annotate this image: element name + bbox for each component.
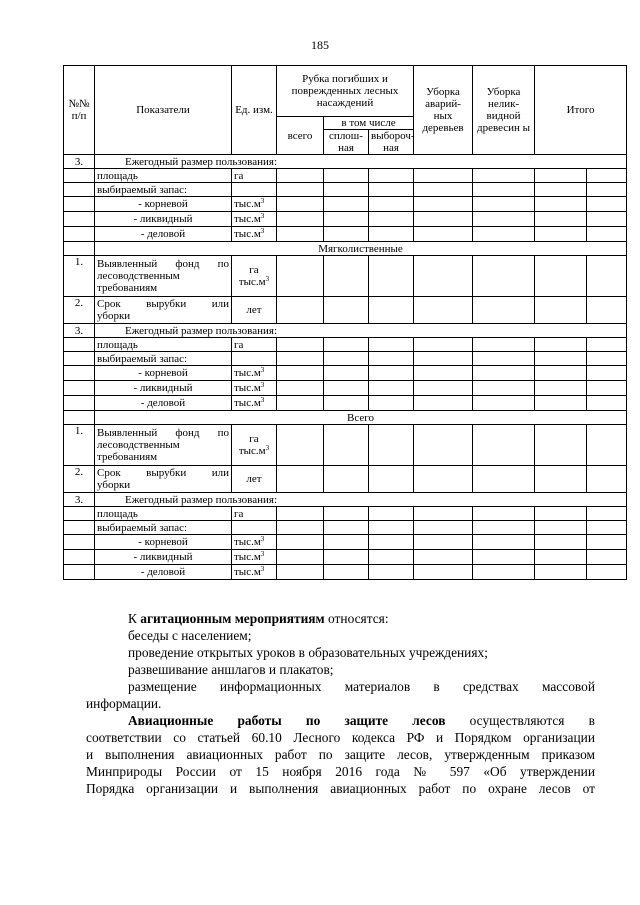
header-indicators: Показатели xyxy=(95,66,232,155)
unit-m3: $тыс.м^3$ xyxy=(232,212,277,227)
header-felling: Рубка погибших и поврежденных лесных насаждений xyxy=(277,66,414,117)
header-including: в том числе xyxy=(324,117,414,130)
area-label: площадь xyxy=(95,169,232,183)
paragraph-item: размещение информационных материалов в средствах массовой xyxy=(128,679,595,694)
unit-ha: га xyxy=(232,169,277,183)
header-nonliquid: Уборка нелик-видной древесин ы xyxy=(473,66,535,155)
business-label: - деловой xyxy=(95,227,232,242)
body-text: К агитационным мероприятиям относятся: беседы с населением; проведение открытых уроков в образовательных учреждениях; развешивание аншлагов и плакатов; размещение информационных материалов в средствах массовой информации. Авиационные работы по защите лесов осуществляются в соответствии со статьей 60.10 Лесного кодекса РФ и Порядком организации и выполнения авиационных работ по защите лесов, утвержденным приказом Минприроды России от 15 ноября 2016 года № 597 «Об утверждении Порядка организации и выполнения авиационных работ по охране лесов от xyxy=(86,611,595,796)
paragraph-agitation: К агитационным мероприятиям относятся: xyxy=(128,611,389,626)
header-sum: Итого xyxy=(535,66,627,155)
header-unit: Ед. изм. xyxy=(232,66,277,155)
term-label: Срок вырубки или уборки xyxy=(95,297,232,324)
paragraph-item: беседы с населением; xyxy=(128,628,252,643)
header-clear: сплош-ная xyxy=(324,130,369,155)
header-num: №№ п/п xyxy=(64,66,95,155)
forest-use-table: №№ п/п Показатели Ед. изм. Рубка погибших и поврежденных лесных насаждений Уборка аварий-ных деревьев Уборка нелик-видной древесин ы Итого всего в том числе сплош-ная выбороч-ная 3. Ежегодный размер пользования: площадь га выбираемый запас: - корневой $тыс.м^3$ - ликвидный $тыс.м^3$ - деловой $тыс.м^3$ Мягколиственные 1. Выявленный фонд по лесоводственным требованиям га $тыс.м^3$ 2. Срок вырубки или уборки лет 3. Ежегодный размер пользования: площадь га выбираемый запас: - корневой $тыс.м^3$ - ликвидный $тыс.м^3$ - деловой $тыс.м^3$ Всего 1. Выявленный фонд по лесоводственным требованиям га $тыс.м^3$ 2. Срок вырубки или уборки лет 3. Ежегодный размер пользования: площадь га выбираемый запас: - корневой $тыс.м^3$ - ликвидный $тыс.м^3$ - деловой $тыс.м^3$ xyxy=(63,65,627,580)
page-number: 185 xyxy=(311,38,329,52)
paragraph-item: проведение открытых уроков в образовательных учреждениях; xyxy=(128,645,488,660)
section-total: Всего xyxy=(95,411,627,425)
header-selective: выбороч-ная xyxy=(369,130,414,155)
row-number: 3. xyxy=(64,155,95,169)
fund-label: Выявленный фонд по лесоводственным требованиям xyxy=(95,256,232,297)
unit-ha-m3: га $тыс.м^3$ xyxy=(232,256,277,297)
header-row-1 xyxy=(64,66,627,117)
unit-years: лет xyxy=(232,297,277,324)
header-total: всего xyxy=(277,117,324,155)
liquid-label: - ликвидный xyxy=(95,212,232,227)
section-soft: Мягколиственные xyxy=(95,242,627,256)
unit-m3: $тыс.м^3$ xyxy=(232,227,277,242)
unit-m3: $тыс.м^3$ xyxy=(232,197,277,212)
paragraph-aviation: Авиационные работы по защите лесов осуществляются в xyxy=(128,713,595,728)
stock-label: выбираемый запас: xyxy=(95,183,232,197)
root-label: - корневой xyxy=(95,197,232,212)
annual-size-label: Ежегодный размер пользования: xyxy=(95,155,627,169)
header-emergency: Уборка аварий-ных деревьев xyxy=(414,66,473,155)
paragraph-item: развешивание аншлагов и плакатов; xyxy=(128,662,334,677)
